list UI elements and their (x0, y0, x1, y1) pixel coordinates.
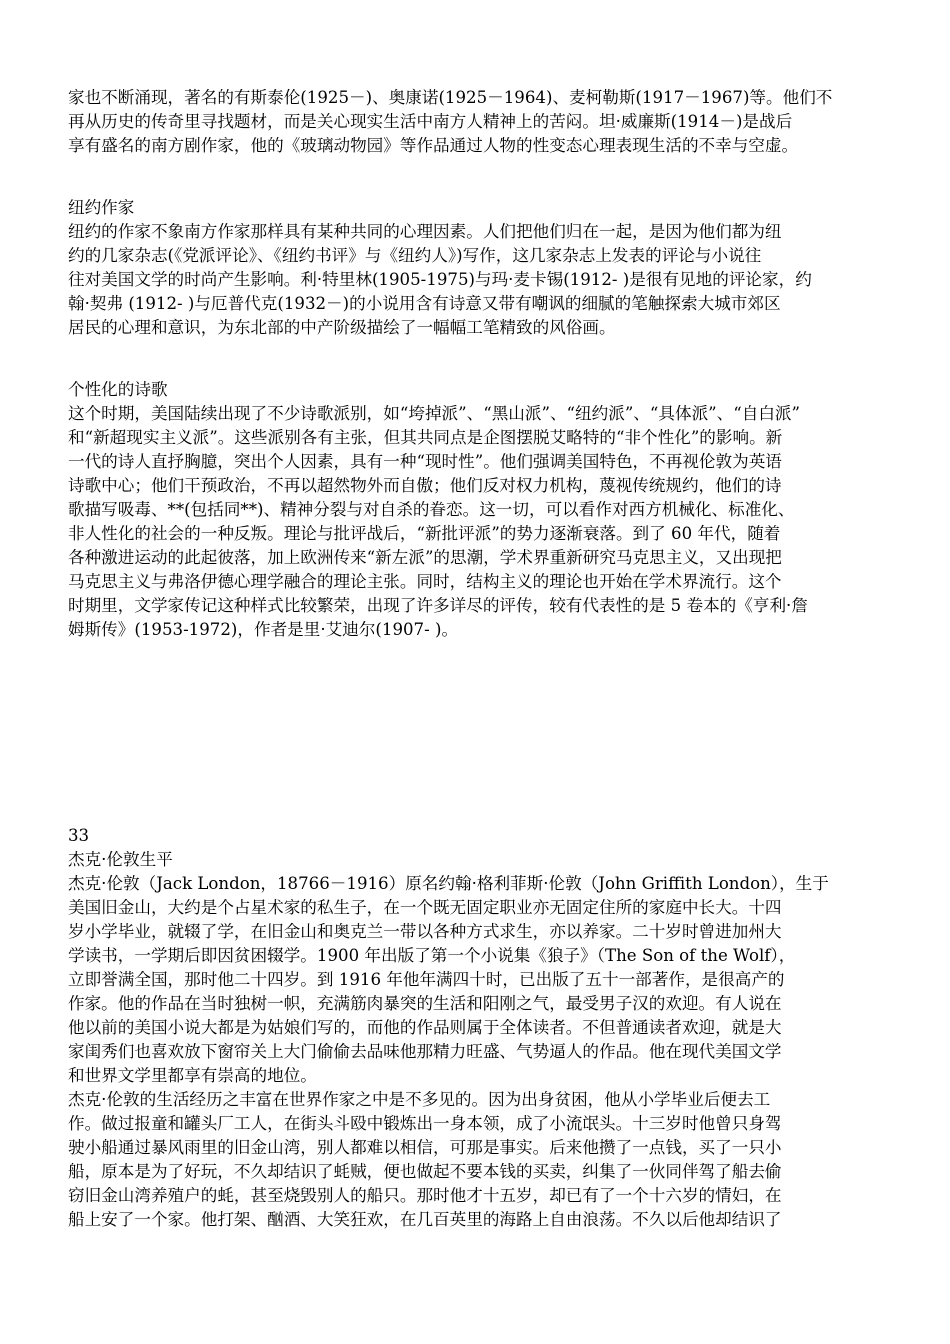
body-text-line: 和世界文学里都享有崇高的地位。 (68, 1066, 317, 1085)
body-text-line: 马克思主义与弗洛伊德心理学融合的理论主张。同时，结构主义的理论也开始在学术界流行。这个 (68, 572, 782, 591)
body-text-line: 往对美国文学的时尚产生影响。利·特里林(1905-1975)与玛·麦卡锡(1912- )是很有见地的评论家，约 (68, 270, 812, 289)
body-text-line: 立即誉满全国，那时他二十四岁。到 1916 年他年满四十时，已出版了五十一部著作，是很高产的 (68, 970, 785, 989)
body-text-line: 非人性化的社会的一种反叛。理论与批评战后，“新批评派”的势力逐渐衰落。到了 60 年代，随着 (68, 524, 781, 543)
body-text-line: 作。做过报童和罐头厂工人，在街头斗殴中锻炼出一身本领，成了小流氓头。十三岁时他曾只身驾 (68, 1114, 782, 1133)
body-text-line: 船上安了一个家。他打架、酗酒、大笑狂欢，在几百英里的海路上自由浪荡。不久以后他却结识了 (68, 1210, 782, 1229)
body-text-line: 学读书，一学期后即因贫困辍学。1900 年出版了第一个小说集《狼子》（The Son of the Wolf）， (68, 946, 796, 965)
body-text-line: 美国旧金山，大约是个占星术家的私生子，在一个既无固定职业亦无固定住所的家庭中长大。十四 (68, 898, 782, 917)
body-text-line: 翰·契弗 (1912- )与厄普代克(1932－)的小说用含有诗意又带有嘲讽的细腻的笔触探索大城市郊区 (68, 294, 781, 313)
section-heading: 个性化的诗歌 (68, 380, 168, 399)
section-southern-writers (68, 86, 888, 158)
body-text-line: 时期里，文学家传记这种样式比较繁荣，出现了许多详尽的评传，较有代表性的是 5 卷本的《亨利·詹 (68, 596, 808, 615)
section-heading: 杰克·伦敦生平 (68, 850, 173, 869)
body-text-line: 岁小学毕业，就辍了学，在旧金山和奥克兰一带以各种方式求生，亦以养家。二十岁时曾进加州大 (68, 922, 782, 941)
body-text-line: 驶小船通过暴风雨里的旧金山湾，别人都难以相信，可那是事实。后来他攒了一点钱，买了一只小 (68, 1138, 782, 1157)
body-text-line: 他以前的美国小说大都是为姑娘们写的，而他的作品则属于全体读者。不但普通读者欢迎，就是大 (68, 1018, 782, 1037)
body-text-line: 享有盛名的南方剧作家，他的《玻璃动物园》等作品通过人物的性变态心理表现生活的不幸与空虚。 (68, 136, 799, 155)
section-newyork-writers (68, 196, 888, 340)
body-text-line: 作家。他的作品在当时独树一帜，充满筋肉暴突的生活和阳刚之气，最受男子汉的欢迎。有人说在 (68, 994, 782, 1013)
body-text-line: 家也不断涌现，著名的有斯泰伦(1925－)、奥康诺(1925－1964)、麦柯勒斯(1917－1967)等。他们不 (68, 88, 833, 107)
body-text-line: 杰克·伦敦（Jack London，18766－1916）原名约翰·格利菲斯·伦敦（John Griffith London），生于 (68, 874, 829, 893)
body-text-line: 杰克·伦敦的生活经历之丰富在世界作家之中是不多见的。因为出身贫困，他从小学毕业后便去工 (68, 1090, 771, 1109)
section-personal-poetry (68, 378, 888, 642)
body-text-line: 歌描写吸毒、**(包括同**)、精神分裂与对自杀的眷恋。这一切，可以看作对西方机械化、标准化、 (68, 500, 795, 519)
body-text-line: 这个时期，美国陆续出现了不少诗歌派别，如“垮掉派”、“黑山派”、“纽约派”、“具体派”、“自白派” (68, 404, 800, 423)
body-text-line: 约的几家杂志(《党派评论》、《纽约书评》与《纽约人》)写作，这几家杂志上发表的评论与小说往 (68, 246, 762, 265)
body-text-line: 船，原本是为了好玩，不久却结识了蚝贼，便也做起不要本钱的买卖，纠集了一伙同伴驾了船去偷 (68, 1162, 782, 1181)
body-text-line: 纽约的作家不象南方作家那样具有某种共同的心理因素。人们把他们归在一起，是因为他们都为纽 (68, 222, 782, 241)
section-jack-london (68, 824, 888, 1232)
body-text-line: 一代的诗人直抒胸臆，突出个人因素，具有一种“现时性”。他们强调美国特色，不再视伦敦为英语 (68, 452, 782, 471)
body-text-line: 居民的心理和意识，为东北部的中产阶级描绘了一幅幅工笔精致的风俗画。 (68, 318, 616, 337)
body-text-line: 家闺秀们也喜欢放下窗帘关上大门偷偷去品味他那精力旺盛、气势逼人的作品。他在现代美国文学 (68, 1042, 782, 1061)
body-text-line: 窃旧金山湾养殖户的蚝，甚至烧毁别人的船只。那时他才十五岁，却已有了一个十六岁的情妇，在 (68, 1186, 782, 1205)
body-text-line: 姆斯传》(1953-1972)，作者是里·艾迪尔(1907- )。 (68, 620, 459, 639)
body-text-line: 各种激进运动的此起彼落，加上欧洲传来“新左派”的思潮，学术界重新研究马克思主义，又出现把 (68, 548, 782, 567)
body-text-line: 再从历史的传奇里寻找题材，而是关心现实生活中南方人精神上的苦闷。坦·威廉斯(1914－)是战后 (68, 112, 793, 131)
body-text-line: 和“新超现实主义派”。这些派别各有主张，但其共同点是企图摆脱艾略特的“非个性化”的影响。新 (68, 428, 783, 447)
section-heading: 纽约作家 (68, 198, 135, 217)
body-text-line: 诗歌中心；他们干预政治，不再以超然物外而自傲；他们反对权力机构，蔑视传统规约，他们的诗 (68, 476, 782, 495)
section-number: 33 (68, 826, 90, 845)
